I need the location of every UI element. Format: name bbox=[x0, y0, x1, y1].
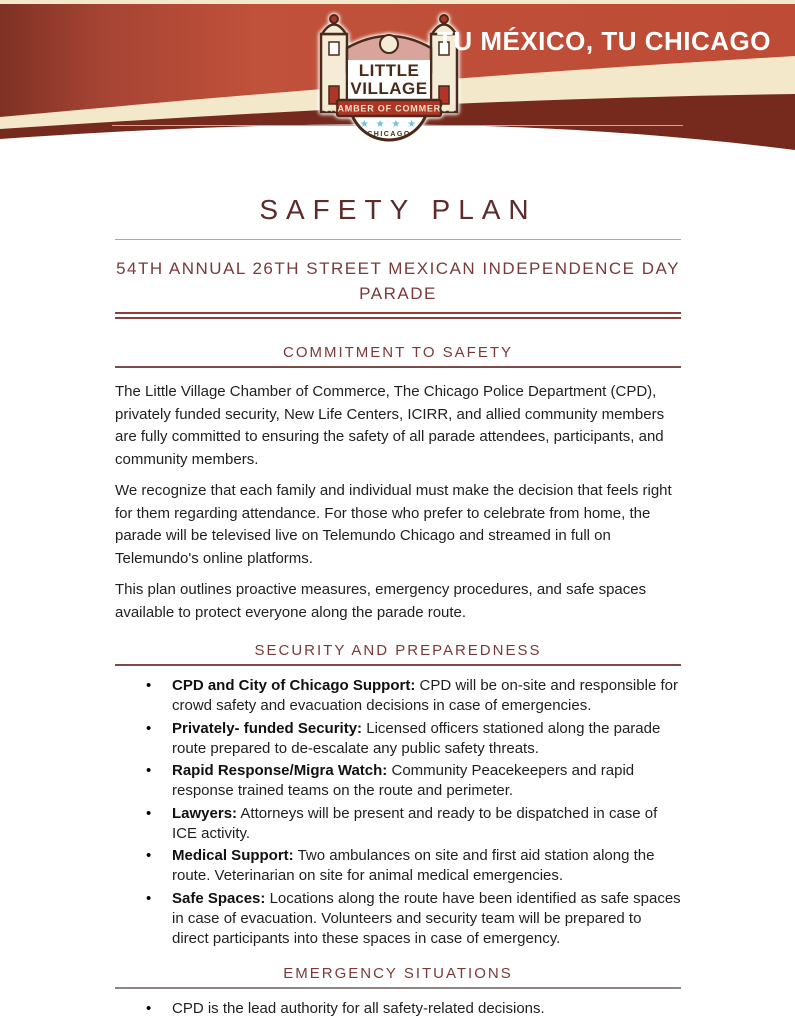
subtitle-line1: 54TH ANNUAL 26TH STREET MEXICAN INDEPENDENCE DAY bbox=[116, 259, 680, 278]
header-tagline: TU MÉXICO, TU CHICAGO bbox=[436, 26, 771, 56]
header-banner bbox=[0, 0, 795, 168]
page-title: SAFETY PLAN bbox=[259, 194, 537, 225]
bullet-text: Locations along the route have been identified as safe spaces in case of evacuation. Volunteers and security team will be prepared to direct participants into these spaces in case of emergency. bbox=[172, 889, 681, 947]
subtitle-double-divider bbox=[115, 312, 681, 319]
section-heading-commitment: COMMITMENT TO SAFETY bbox=[282, 344, 513, 361]
document-content bbox=[115, 180, 681, 1021]
bullet-text: Community Peacekeepers and rapid response trained teams on the route and perimeter. bbox=[172, 762, 635, 799]
logo-ribbon-text: CHAMBER OF COMMERCE bbox=[322, 103, 455, 114]
logo-stars-icon: ★ ★ ★ ★ bbox=[359, 119, 418, 130]
list-item bbox=[172, 999, 681, 1019]
title-divider bbox=[115, 239, 681, 240]
bullet-label: Safe Spaces: bbox=[172, 889, 266, 907]
security-bullet-list bbox=[115, 676, 681, 949]
list-item bbox=[172, 846, 681, 886]
bullet-label: Lawyers: bbox=[172, 804, 238, 822]
logo-window-left-icon bbox=[329, 42, 339, 55]
list-item bbox=[172, 719, 681, 759]
section-heading-security: SECURITY AND PREPAREDNESS bbox=[254, 642, 542, 659]
paragraph-commitment-1: The Little Village Chamber of Commerce, The Chicago Police Department (CPD), privately funded security, New Life Centers, ICIRR, and allied community members are fully committed to ensuring the safety of all parade attendees, participants, and community members. bbox=[115, 383, 665, 468]
list-item bbox=[172, 804, 681, 844]
list-item bbox=[172, 761, 681, 801]
bullet-text: CPD is the lead authority for all safety-related decisions. bbox=[172, 999, 545, 1017]
bullet-text: Licensed officers stationed along the parade route prepared to de-escalate any public safety threats. bbox=[172, 719, 661, 757]
section-heading-emergency: EMERGENCY SITUATIONS bbox=[283, 964, 513, 982]
section-divider-commitment bbox=[115, 366, 681, 368]
list-item bbox=[172, 889, 681, 949]
document-subtitle bbox=[115, 256, 681, 306]
list-item bbox=[172, 676, 681, 716]
bullet-label: Medical Support: bbox=[172, 847, 294, 864]
bullet-label: CPD and City of Chicago Support: bbox=[172, 677, 416, 694]
logo-name-line2: VILLAGE bbox=[349, 79, 428, 98]
emergency-bullet-list bbox=[115, 999, 681, 1019]
bullet-text: CPD will be on-site and responsible for crowd safety and evacuation decisions in case of emergencies. bbox=[172, 677, 678, 714]
bullet-label: Rapid Response/Migra Watch: bbox=[172, 762, 388, 779]
paragraph-commitment-3: This plan outlines proactive measures, emergency procedures, and safe spaces available to protect everyone along the parade route. bbox=[115, 581, 647, 621]
section-divider-emergency bbox=[115, 987, 681, 989]
section-divider-security bbox=[115, 664, 681, 666]
subtitle-line2: PARADE bbox=[359, 284, 437, 303]
bullet-text: Attorneys will be present and ready to be dispatched in case of ICE activity. bbox=[172, 804, 658, 842]
logo-dome-left-icon bbox=[322, 25, 346, 35]
logo-clock-icon bbox=[380, 35, 398, 53]
paragraph-commitment-2: We recognize that each family and individual must make the decision that feels right for them regarding attendance. For those who prefer to celebrate from home, the parade will be televised live on Telemundo Chicago and streamed in full on Telemundo's online platforms. bbox=[115, 482, 672, 567]
logo-name-line1: LITTLE bbox=[358, 61, 419, 80]
bullet-text: Two ambulances on site and first aid station along the route. Veterinarian on site for animal medical emergencies. bbox=[172, 847, 655, 884]
logo-finial-left-icon bbox=[330, 15, 338, 23]
logo-city-text: CHICAGO bbox=[366, 131, 411, 138]
logo-finial-right-icon bbox=[440, 15, 448, 23]
bullet-label: Privately- funded Security: bbox=[172, 719, 363, 737]
